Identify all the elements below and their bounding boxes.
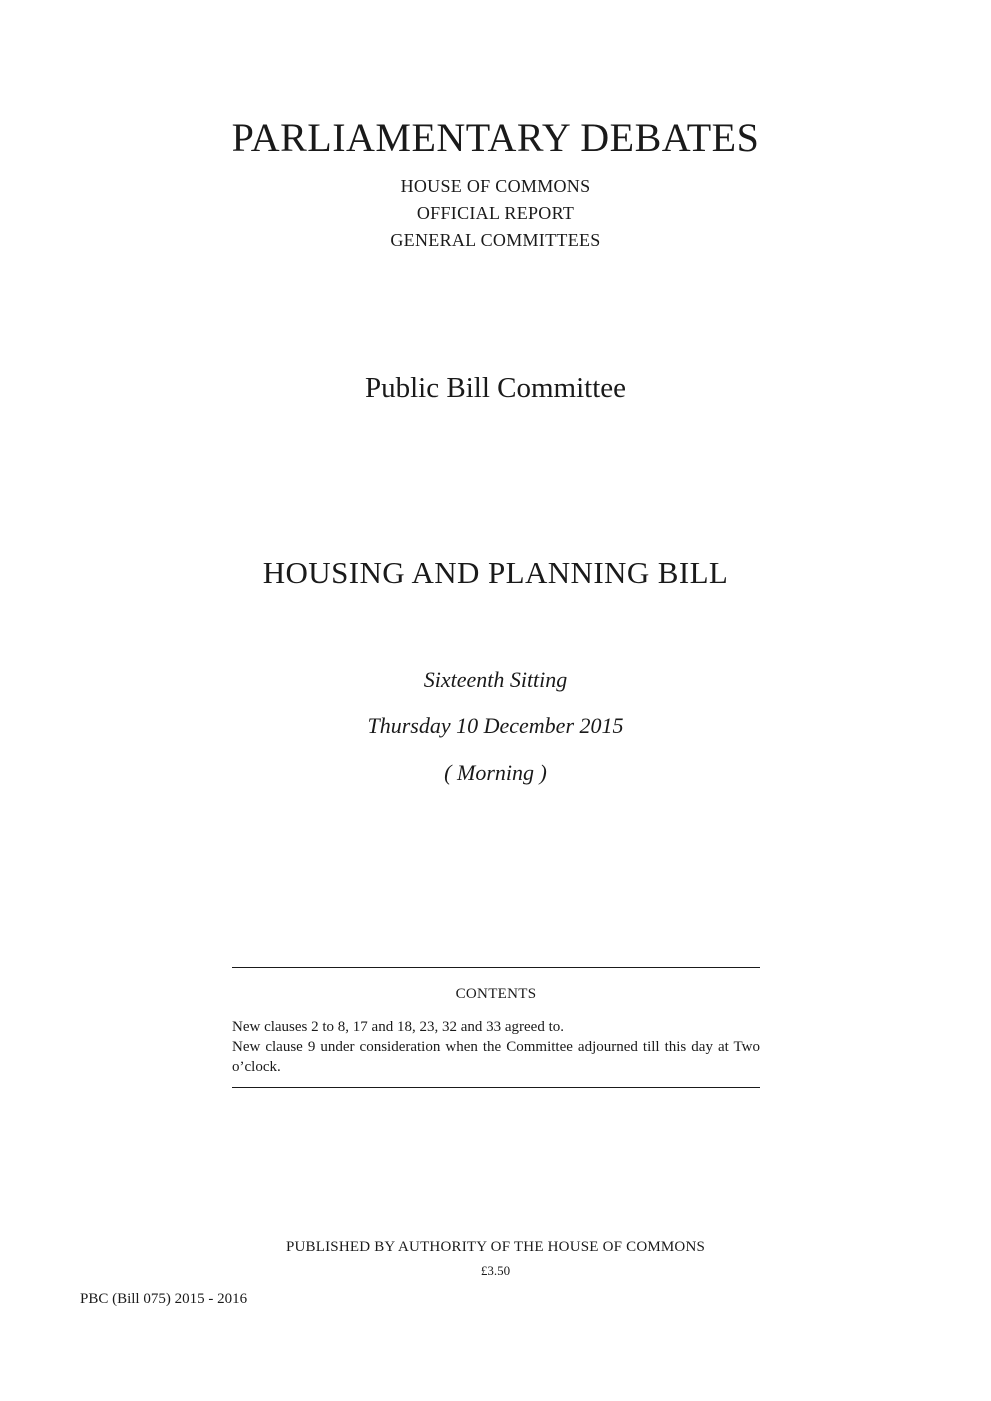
- sitting-date: Thursday 10 December 2015: [367, 713, 624, 738]
- sitting-label: Sixteenth Sitting: [423, 667, 568, 692]
- publisher-line: PUBLISHED BY AUTHORITY OF THE HOUSE OF COMMONS: [285, 1239, 706, 1255]
- contents-heading: CONTENTS: [455, 986, 537, 1002]
- committee-name: Public Bill Committee: [365, 372, 626, 404]
- sitting-session: ( Morning ): [444, 760, 547, 785]
- contents-box: [232, 967, 760, 1088]
- contents-item: New clauses 2 to 8, 17 and 18, 23, 32 and 33 agreed to.: [232, 1019, 565, 1035]
- contents-item: New clause 9 under consideration when the Committee adjourned till this day at Two o’clock.: [232, 1039, 760, 1075]
- bill-title: HOUSING AND PLANNING BILL: [262, 555, 729, 590]
- document-reference: PBC (Bill 075) 2015 - 2016: [80, 1291, 248, 1307]
- report-heading: OFFICIAL REPORT: [416, 203, 575, 223]
- price-label: £3.50: [480, 1263, 511, 1278]
- contents-list: [232, 1017, 760, 1077]
- house-heading: HOUSE OF COMMONS: [400, 176, 591, 196]
- document-title: PARLIAMENTARY DEBATES: [231, 115, 760, 160]
- committees-heading: GENERAL COMMITTEES: [390, 230, 601, 250]
